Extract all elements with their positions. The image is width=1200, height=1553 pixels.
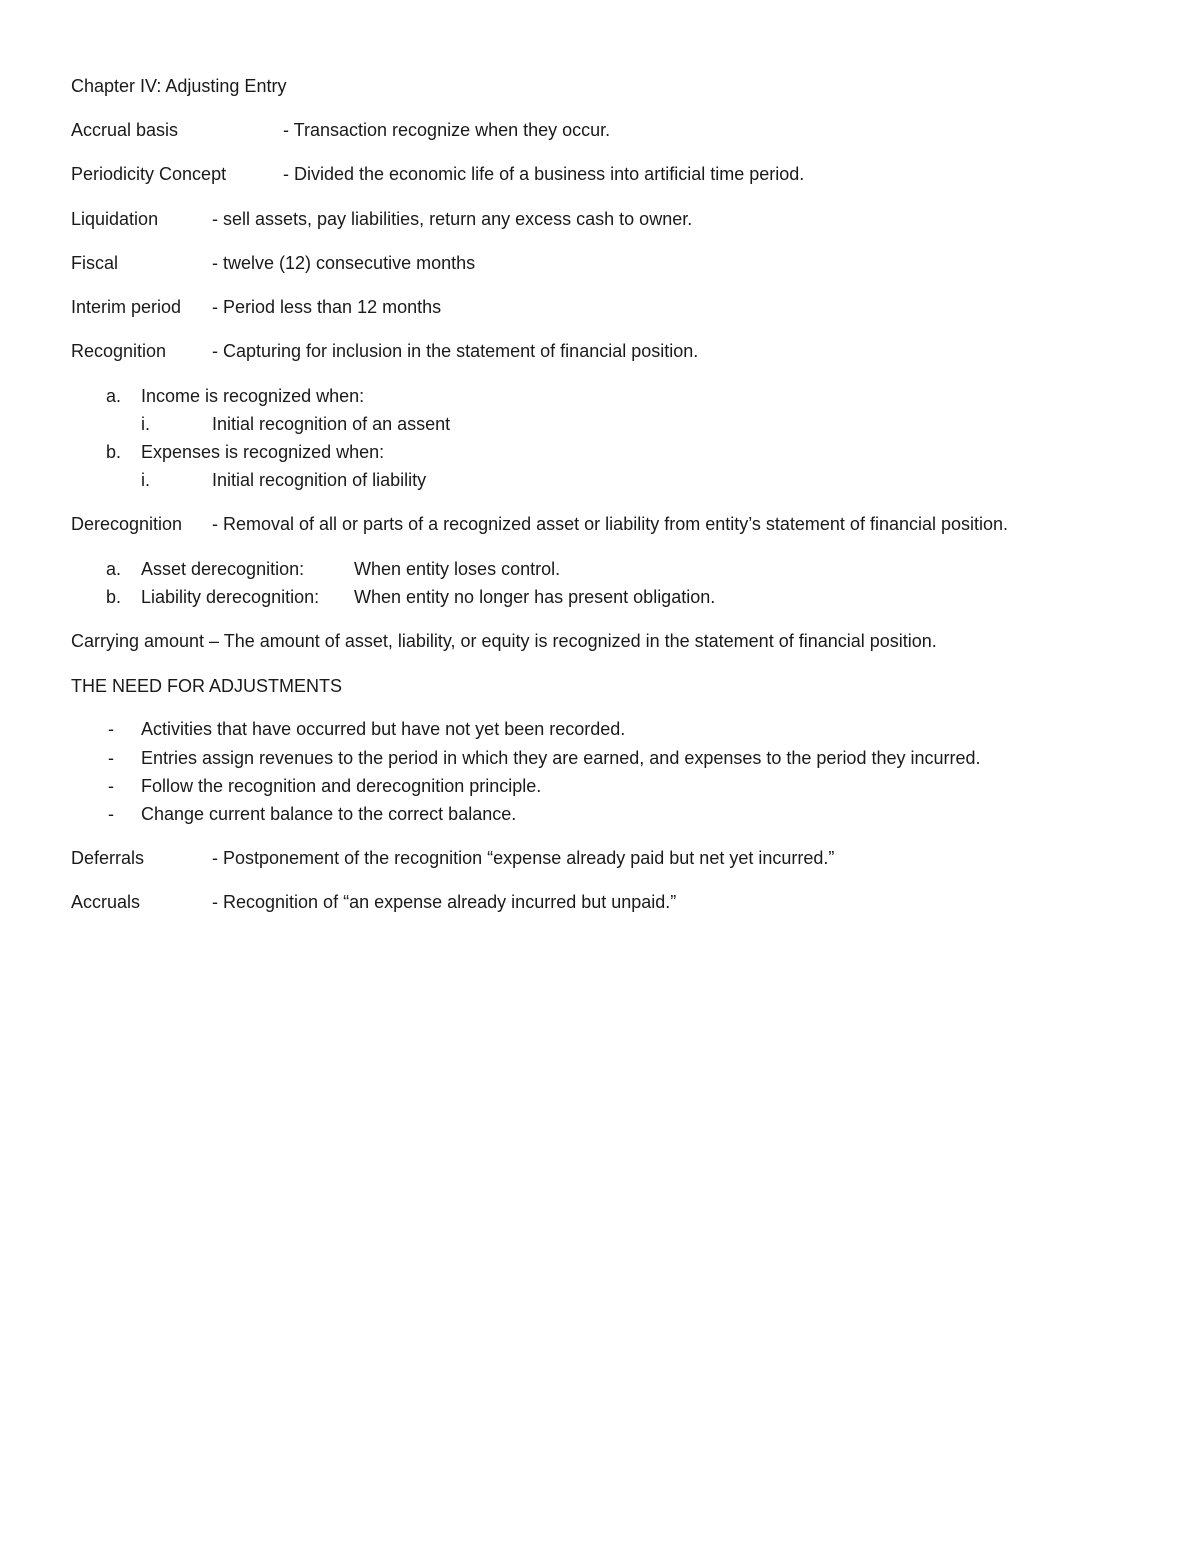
definition-text: - Period less than 12 months <box>212 297 442 317</box>
definition-deferrals <box>71 847 835 869</box>
bullet-text: Follow the recognition and derecognition principle. <box>141 776 542 796</box>
definition-accrual-basis <box>71 119 611 141</box>
definition-text: - Removal of all or parts of a recognized asset or liability from entity’s statement of financial position. <box>212 514 1009 534</box>
definition-term: Recognition <box>71 341 167 361</box>
carrying-amount-definition: Carrying amount – The amount of asset, liability, or equity is recognized in the statement of financial position. <box>71 631 937 651</box>
definition-text: - Capturing for inclusion in the statement of financial position. <box>212 341 699 361</box>
definition-text: - Postponement of the recognition “expense already paid but net yet incurred.” <box>212 848 835 868</box>
definition-text: - twelve (12) consecutive months <box>212 253 476 273</box>
section-heading: THE NEED FOR ADJUSTMENTS <box>71 676 343 696</box>
definition-derecognition <box>71 513 1009 535</box>
definition-text: - sell assets, pay liabilities, return any excess cash to owner. <box>212 209 693 229</box>
list-marker: b. <box>106 442 122 462</box>
list-item-text: Expenses is recognized when: <box>141 442 385 462</box>
definition-term: Periodicity Concept <box>71 164 227 184</box>
bullet-marker: - <box>108 776 114 796</box>
list-item-value: When entity loses control. <box>354 559 561 579</box>
definition-text: - Divided the economic life of a business into artificial time period. <box>283 164 805 184</box>
list-item-text: Initial recognition of liability <box>212 470 427 490</box>
bullet-marker: - <box>108 719 114 739</box>
definition-recognition <box>71 340 699 362</box>
bullet-text: Entries assign revenues to the period in which they are earned, and expenses to the period they incurred. <box>141 748 981 768</box>
definition-interim-period <box>71 296 442 318</box>
definition-term: Deferrals <box>71 848 145 868</box>
bullet-text: Change current balance to the correct balance. <box>141 804 517 824</box>
definition-accruals <box>71 891 677 913</box>
definition-text: - Recognition of “an expense already incurred but unpaid.” <box>212 892 677 912</box>
definition-term: Accruals <box>71 892 141 912</box>
definition-text: - Transaction recognize when they occur. <box>283 120 611 140</box>
list-item-label: Liability derecognition: <box>141 587 320 607</box>
list-marker: b. <box>106 587 122 607</box>
list-item-text: Initial recognition of an assent <box>212 414 451 434</box>
definition-term: Accrual basis <box>71 120 179 140</box>
chapter-title: Chapter IV: Adjusting Entry <box>71 76 287 96</box>
bullet-marker: - <box>108 748 114 768</box>
definition-term: Interim period <box>71 297 182 317</box>
definition-term: Liquidation <box>71 209 159 229</box>
list-marker: i. <box>141 470 150 490</box>
bullet-text: Activities that have occurred but have not yet been recorded. <box>141 719 626 739</box>
list-marker: a. <box>106 559 122 579</box>
definition-term: Fiscal <box>71 253 119 273</box>
list-marker: i. <box>141 414 150 434</box>
definition-fiscal <box>71 252 476 274</box>
definition-periodicity-concept <box>71 163 805 185</box>
list-item-text: Income is recognized when: <box>141 386 365 406</box>
list-marker: a. <box>106 386 122 406</box>
definition-term: Derecognition <box>71 514 183 534</box>
list-item-label: Asset derecognition: <box>141 559 305 579</box>
bullet-marker: - <box>108 804 114 824</box>
list-item-value: When entity no longer has present obligation. <box>354 587 716 607</box>
definition-liquidation <box>71 208 693 230</box>
